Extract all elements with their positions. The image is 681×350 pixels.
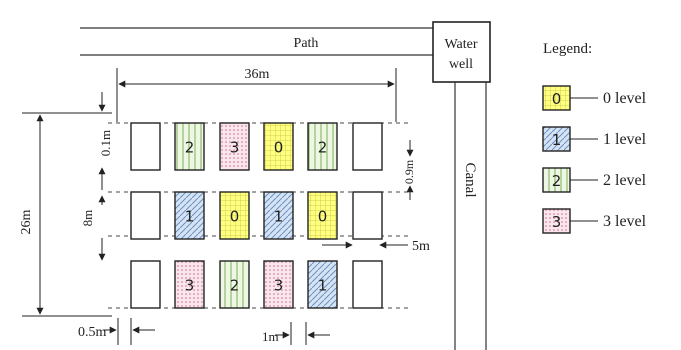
plot-level-label: 2	[229, 276, 240, 295]
canal-label: Canal	[462, 162, 478, 198]
dimension-0-9m	[402, 140, 416, 200]
plot-rect	[353, 123, 382, 170]
plot-cell	[353, 123, 382, 170]
plot-cell	[220, 123, 249, 170]
plot-level-label: 0	[317, 207, 328, 226]
dimension-26m-label: 26m	[19, 209, 34, 235]
dimension-0-1m-label: 0.1m	[98, 129, 113, 157]
dimension-1m	[262, 322, 330, 345]
plot-level-label: 0	[273, 138, 284, 157]
legend-label: 0 level	[603, 90, 647, 107]
plot-rect	[353, 192, 382, 239]
dimension-0-5m	[78, 318, 155, 345]
dimension-36m-label: 36m	[244, 67, 270, 82]
legend-code: 0	[551, 90, 562, 108]
plot-cell	[131, 192, 160, 239]
plot-rect	[131, 192, 160, 239]
plot-rect	[353, 261, 382, 308]
plot-level-label: 3	[184, 276, 195, 295]
dimension-8m-label: 8m	[80, 209, 95, 227]
plot-cell	[353, 261, 382, 308]
legend-item	[543, 86, 647, 110]
legend-code: 1	[551, 131, 562, 149]
canal	[455, 82, 486, 350]
plot-cell	[264, 261, 293, 308]
plot-cell	[308, 261, 337, 308]
dimension-0-1m	[98, 92, 113, 190]
plot-cell	[220, 261, 249, 308]
legend-code: 3	[551, 213, 562, 231]
legend-item	[543, 209, 647, 233]
legend-label: 1 level	[603, 131, 647, 148]
plot-cell	[308, 192, 337, 239]
legend-item	[543, 127, 647, 151]
plot-level-label: 2	[317, 138, 328, 157]
path-label: Path	[293, 36, 319, 51]
legend-title: Legend:	[543, 41, 593, 57]
legend-label: 2 level	[603, 172, 647, 189]
plot-cell	[131, 123, 160, 170]
dimension-1m-label: 1m	[262, 329, 279, 344]
dimension-0-9m-label: 0.9m	[402, 159, 416, 185]
plots-grid	[131, 123, 382, 308]
plot-level-label: 0	[229, 207, 240, 226]
plot-rect	[131, 123, 160, 170]
dimension-5m-label: 5m	[412, 239, 430, 254]
path-road	[80, 28, 433, 55]
water-well	[433, 22, 490, 82]
plot-cell	[353, 192, 382, 239]
legend-label: 3 level	[603, 213, 647, 230]
plot-cell	[175, 192, 204, 239]
dimension-5m	[322, 239, 430, 254]
dimension-8m	[80, 196, 102, 260]
plot-cell	[131, 261, 160, 308]
plot-cell	[308, 123, 337, 170]
plot-cell	[264, 123, 293, 170]
plot-cell	[220, 192, 249, 239]
plot-level-label: 1	[273, 207, 284, 226]
plot-level-label: 1	[184, 207, 195, 226]
dimension-36m	[117, 67, 396, 122]
plot-rect	[131, 261, 160, 308]
plot-level-label: 3	[273, 276, 284, 295]
plot-level-label: 2	[184, 138, 195, 157]
plot-level-label: 1	[317, 276, 328, 295]
water-well-label-2: well	[448, 57, 474, 72]
dimension-0-5m-label: 0.5m	[78, 325, 107, 340]
legend-code: 2	[551, 172, 562, 190]
water-well-label-1: Water	[444, 37, 478, 52]
plot-cell	[264, 192, 293, 239]
legend-item	[543, 168, 647, 192]
plot-cell	[175, 261, 204, 308]
legend	[543, 41, 647, 233]
plot-level-label: 3	[229, 138, 240, 157]
plot-cell	[175, 123, 204, 170]
